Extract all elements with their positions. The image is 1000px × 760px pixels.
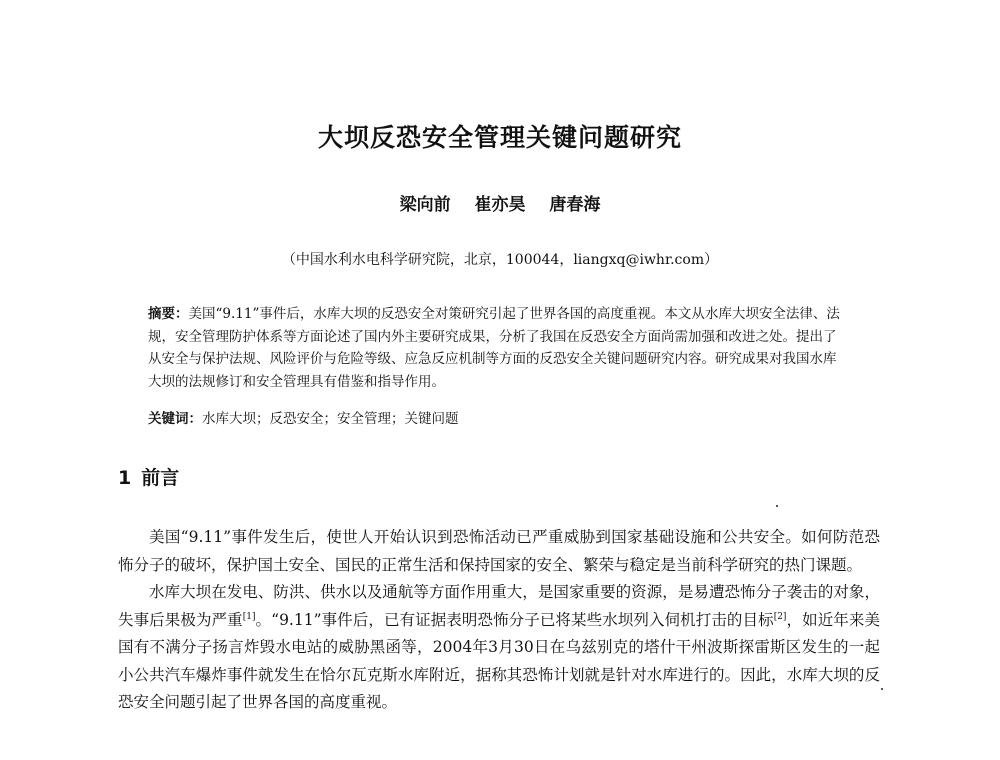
keywords: [148, 408, 848, 430]
body-text: [118, 524, 880, 717]
paragraph-text: 水库大坝在发电、防洪、供水以及通航等方面作用重大，是国家重要的资源，是易遭恐怖分子袭击的对象，失事后果极为严重: [118, 583, 880, 629]
keywords-text: 水库大坝；反恐安全；安全管理；关键问题: [202, 411, 459, 427]
author-name: 唐春海: [549, 195, 601, 215]
abstract-label: 摘要：: [148, 306, 189, 322]
author-list: [0, 190, 1000, 215]
scan-speck: [881, 688, 883, 690]
section-heading: [118, 463, 179, 490]
keywords-label: 关键词：: [148, 411, 202, 427]
affiliation: （中国水利水电科学研究院，北京，100044，liangxq@iwhr.com）: [281, 252, 719, 268]
section-title: 前言: [141, 467, 180, 489]
scan-speck: [776, 505, 778, 507]
citation-ref: [2]: [773, 611, 787, 622]
section-number: 1: [118, 467, 132, 489]
abstract-text: 美国“9.11”事件后，水库大坝的反恐安全对策研究引起了世界各国的高度重视。本文从水库大坝安全法律、法规，安全管理防护体系等方面论述了国内外主要研究成果，分析了我国在反恐安全方面尚需加强和改进之处。提出了从安全与保护法规、风险评价与危险等级、应急反应机制等方面的反恐安全关键问题研究内容。研究成果对我国水库大坝的法规修订和安全管理具有借鉴和指导作用。: [148, 306, 840, 390]
paragraph-text: 。“9.11”事件后，已有证据表明恐怖分子已将某些水坝列入伺机打击的目标: [255, 610, 774, 629]
paper-title: 大坝反恐安全管理关键问题研究: [317, 123, 682, 152]
paragraph: [118, 579, 880, 717]
paragraph: 美国“9.11”事件发生后，使世人开始认识到恐怖活动已严重威胁到国家基础设施和公共安全。如何防范恐怖分子的破坏，保护国土安全、国民的正常生活和保持国家的安全、繁荣与稳定是当前科学研究的热门课题。: [118, 528, 880, 574]
paragraph-text: ，如近年来美国有不满分子扬言炸毁水电站的威胁黑函等，2004年3月30日在乌兹别克的塔什干州波斯探雷斯区发生的一起小公共汽车爆炸事件就发生在恰尔瓦克斯水库附近，据称其恐怖计划就是针对水库进行的。因此，水库大坝的反恐安全问题引起了世界各国的高度重视。: [118, 610, 880, 711]
citation-ref: [1]: [242, 611, 256, 622]
author-name: 梁向前: [399, 195, 451, 215]
abstract: [148, 303, 848, 393]
author-name: 崔亦昊: [474, 195, 526, 215]
